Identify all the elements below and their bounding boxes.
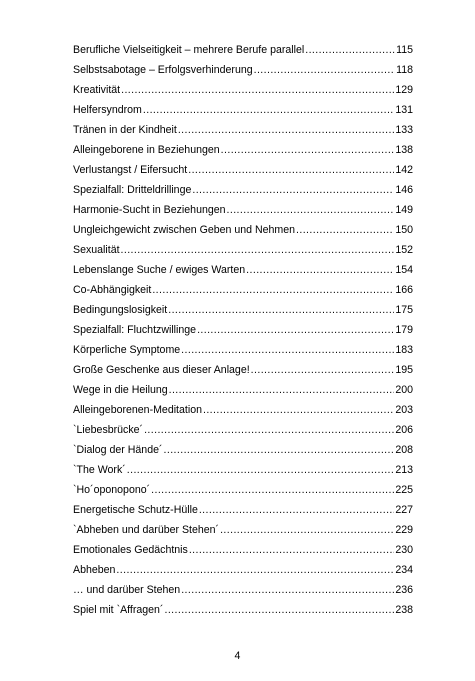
toc-dot-leader — [143, 100, 394, 120]
toc-dot-leader — [197, 320, 394, 340]
toc-entry-title: Spezialfall: Dritteldrillinge — [73, 184, 192, 196]
toc-dot-leader — [227, 200, 395, 220]
toc-dot-leader — [127, 460, 395, 480]
toc-entry-title: Helfersyndrom — [73, 104, 142, 116]
toc-dot-leader — [251, 360, 395, 380]
toc-entry-title: Wege in die Heilung — [73, 384, 168, 396]
toc-entry[interactable] — [73, 200, 413, 220]
toc-entry-title: `Abheben und darüber Stehen´ — [73, 524, 220, 536]
toc-entry-title: Alleingeborenen-Meditation — [73, 404, 202, 416]
toc-entry-title: Sexualität — [73, 244, 120, 256]
toc-dot-leader — [246, 260, 394, 280]
toc-entry-title: Tränen in der Kindheit — [73, 124, 177, 136]
toc-dot-leader — [168, 300, 394, 320]
toc-entry[interactable] — [73, 420, 413, 440]
toc-entry-page: 131 — [395, 104, 413, 116]
toc-entry[interactable] — [73, 100, 413, 120]
toc-entry-page: 200 — [395, 384, 413, 396]
toc-entry[interactable] — [73, 380, 413, 400]
toc-entry[interactable] — [73, 260, 413, 280]
toc-dot-leader — [178, 120, 394, 140]
toc-entry[interactable] — [73, 120, 413, 140]
toc-entry[interactable] — [73, 180, 413, 200]
toc-entry[interactable] — [73, 360, 413, 380]
toc-entry-title: Emotionales Gedächtnis — [73, 544, 188, 556]
toc-entry[interactable] — [73, 500, 413, 520]
toc-entry-page: 175 — [395, 304, 413, 316]
toc-entry-page: 195 — [395, 364, 413, 376]
toc-entry-page: 138 — [395, 144, 413, 156]
toc-entry[interactable] — [73, 220, 413, 240]
toc-entry[interactable] — [73, 560, 413, 580]
toc-dot-leader — [116, 560, 394, 580]
toc-entry-title: `The Work´ — [73, 464, 126, 476]
toc-entry-title: Energetische Schutz-Hülle — [73, 504, 198, 516]
toc-entry-page: 213 — [395, 464, 413, 476]
toc-dot-leader — [169, 380, 395, 400]
toc-dot-leader — [254, 60, 395, 80]
toc-entry-page: 236 — [395, 584, 413, 596]
toc-entry-title: Bedingungslosigkeit — [73, 304, 168, 316]
toc-entry-title: Alleingeborene in Beziehungen — [73, 144, 220, 156]
toc-entry-title: Ungleichgewicht zwischen Geben und Nehmen — [73, 224, 296, 236]
toc-entry[interactable] — [73, 480, 413, 500]
toc-dot-leader — [144, 420, 394, 440]
toc-dot-leader — [188, 160, 394, 180]
toc-entry-title: Kreativität — [73, 84, 121, 96]
toc-dot-leader — [152, 280, 394, 300]
toc-entry-title: Selbstsabotage – Erfolgsverhinderung — [73, 64, 253, 76]
toc-dot-leader — [121, 80, 394, 100]
toc-dot-leader — [199, 500, 394, 520]
toc-entry-page: 234 — [395, 564, 413, 576]
toc-dot-leader — [164, 600, 394, 620]
toc-dot-leader — [305, 40, 395, 60]
toc-entry[interactable] — [73, 440, 413, 460]
toc-entry-page: 150 — [395, 224, 413, 236]
toc-entry-title: `Liebesbrücke´ — [73, 424, 144, 436]
toc-entry[interactable] — [73, 340, 413, 360]
toc-entry[interactable] — [73, 520, 413, 540]
toc-dot-leader — [221, 140, 395, 160]
toc-dot-leader — [121, 240, 395, 260]
toc-entry[interactable] — [73, 540, 413, 560]
toc-dot-leader — [181, 340, 394, 360]
toc-dot-leader — [151, 480, 394, 500]
toc-entry-title: Abheben — [73, 564, 116, 576]
toc-entry-title: Lebenslange Suche / ewiges Warten — [73, 264, 246, 276]
toc-entry-page: 115 — [396, 44, 413, 56]
toc-entry[interactable] — [73, 580, 413, 600]
toc-entry-page: 133 — [395, 124, 413, 136]
toc-entry-page: 152 — [395, 244, 413, 256]
toc-entry-page: 238 — [395, 604, 413, 616]
toc-entry[interactable] — [73, 400, 413, 420]
toc-entry-page: 208 — [395, 444, 413, 456]
toc-dot-leader — [203, 400, 394, 420]
toc-entry-page: 118 — [396, 64, 413, 76]
toc-dot-leader — [164, 440, 395, 460]
toc-entry-title: … und darüber Stehen — [73, 584, 181, 596]
toc-entry-page: 225 — [395, 484, 413, 496]
toc-entry-title: Verlustangst / Eifersucht — [73, 164, 188, 176]
toc-entry-page: 154 — [395, 264, 413, 276]
toc-entry-page: 229 — [395, 524, 413, 536]
toc-entry-title: Berufliche Vielseitigkeit – mehrere Berufe parallel — [73, 44, 305, 56]
toc-dot-leader — [192, 180, 394, 200]
toc-entry[interactable] — [73, 60, 413, 80]
toc-entry-title: Co-Abhängigkeit — [73, 284, 152, 296]
toc-entry-title: `Dialog der Hände´ — [73, 444, 163, 456]
toc-entry[interactable] — [73, 280, 413, 300]
toc-entry-title: Spezialfall: Fluchtzwillinge — [73, 324, 197, 336]
toc-entry[interactable] — [73, 460, 413, 480]
toc-entry-page: 146 — [395, 184, 413, 196]
toc-dot-leader — [189, 540, 394, 560]
toc-entry-title: Körperliche Symptome — [73, 344, 181, 356]
toc-dot-leader — [296, 220, 394, 240]
toc-entry[interactable] — [73, 160, 413, 180]
toc-entry-page: 230 — [395, 544, 413, 556]
toc-entry-page: 142 — [395, 164, 413, 176]
toc-entry[interactable] — [73, 80, 413, 100]
toc-entry-page: 183 — [395, 344, 413, 356]
toc-entry-page: 179 — [395, 324, 413, 336]
toc-entry[interactable] — [73, 240, 413, 260]
toc-entry-title: Spiel mit `Affragen´ — [73, 604, 164, 616]
toc-entry[interactable] — [73, 320, 413, 340]
toc-entry-title: `Ho´oponopono´ — [73, 484, 151, 496]
toc-entry[interactable] — [73, 140, 413, 160]
toc-entry[interactable] — [73, 300, 413, 320]
toc-entry-page: 149 — [395, 204, 413, 216]
toc-entry-title: Harmonie-Sucht in Beziehungen — [73, 204, 226, 216]
toc-entry-page: 206 — [395, 424, 413, 436]
toc-entry[interactable] — [73, 600, 413, 620]
toc-entry-page: 203 — [395, 404, 413, 416]
toc-entry-page: 227 — [395, 504, 413, 516]
toc-dot-leader — [220, 520, 394, 540]
page-number: 4 — [234, 650, 241, 662]
table-of-contents — [73, 40, 413, 620]
toc-dot-leader — [181, 580, 394, 600]
toc-entry-page: 166 — [395, 284, 413, 296]
toc-entry-page: 129 — [395, 84, 413, 96]
toc-entry-title: Große Geschenke aus dieser Anlage! — [73, 364, 250, 376]
toc-entry[interactable] — [73, 40, 413, 60]
